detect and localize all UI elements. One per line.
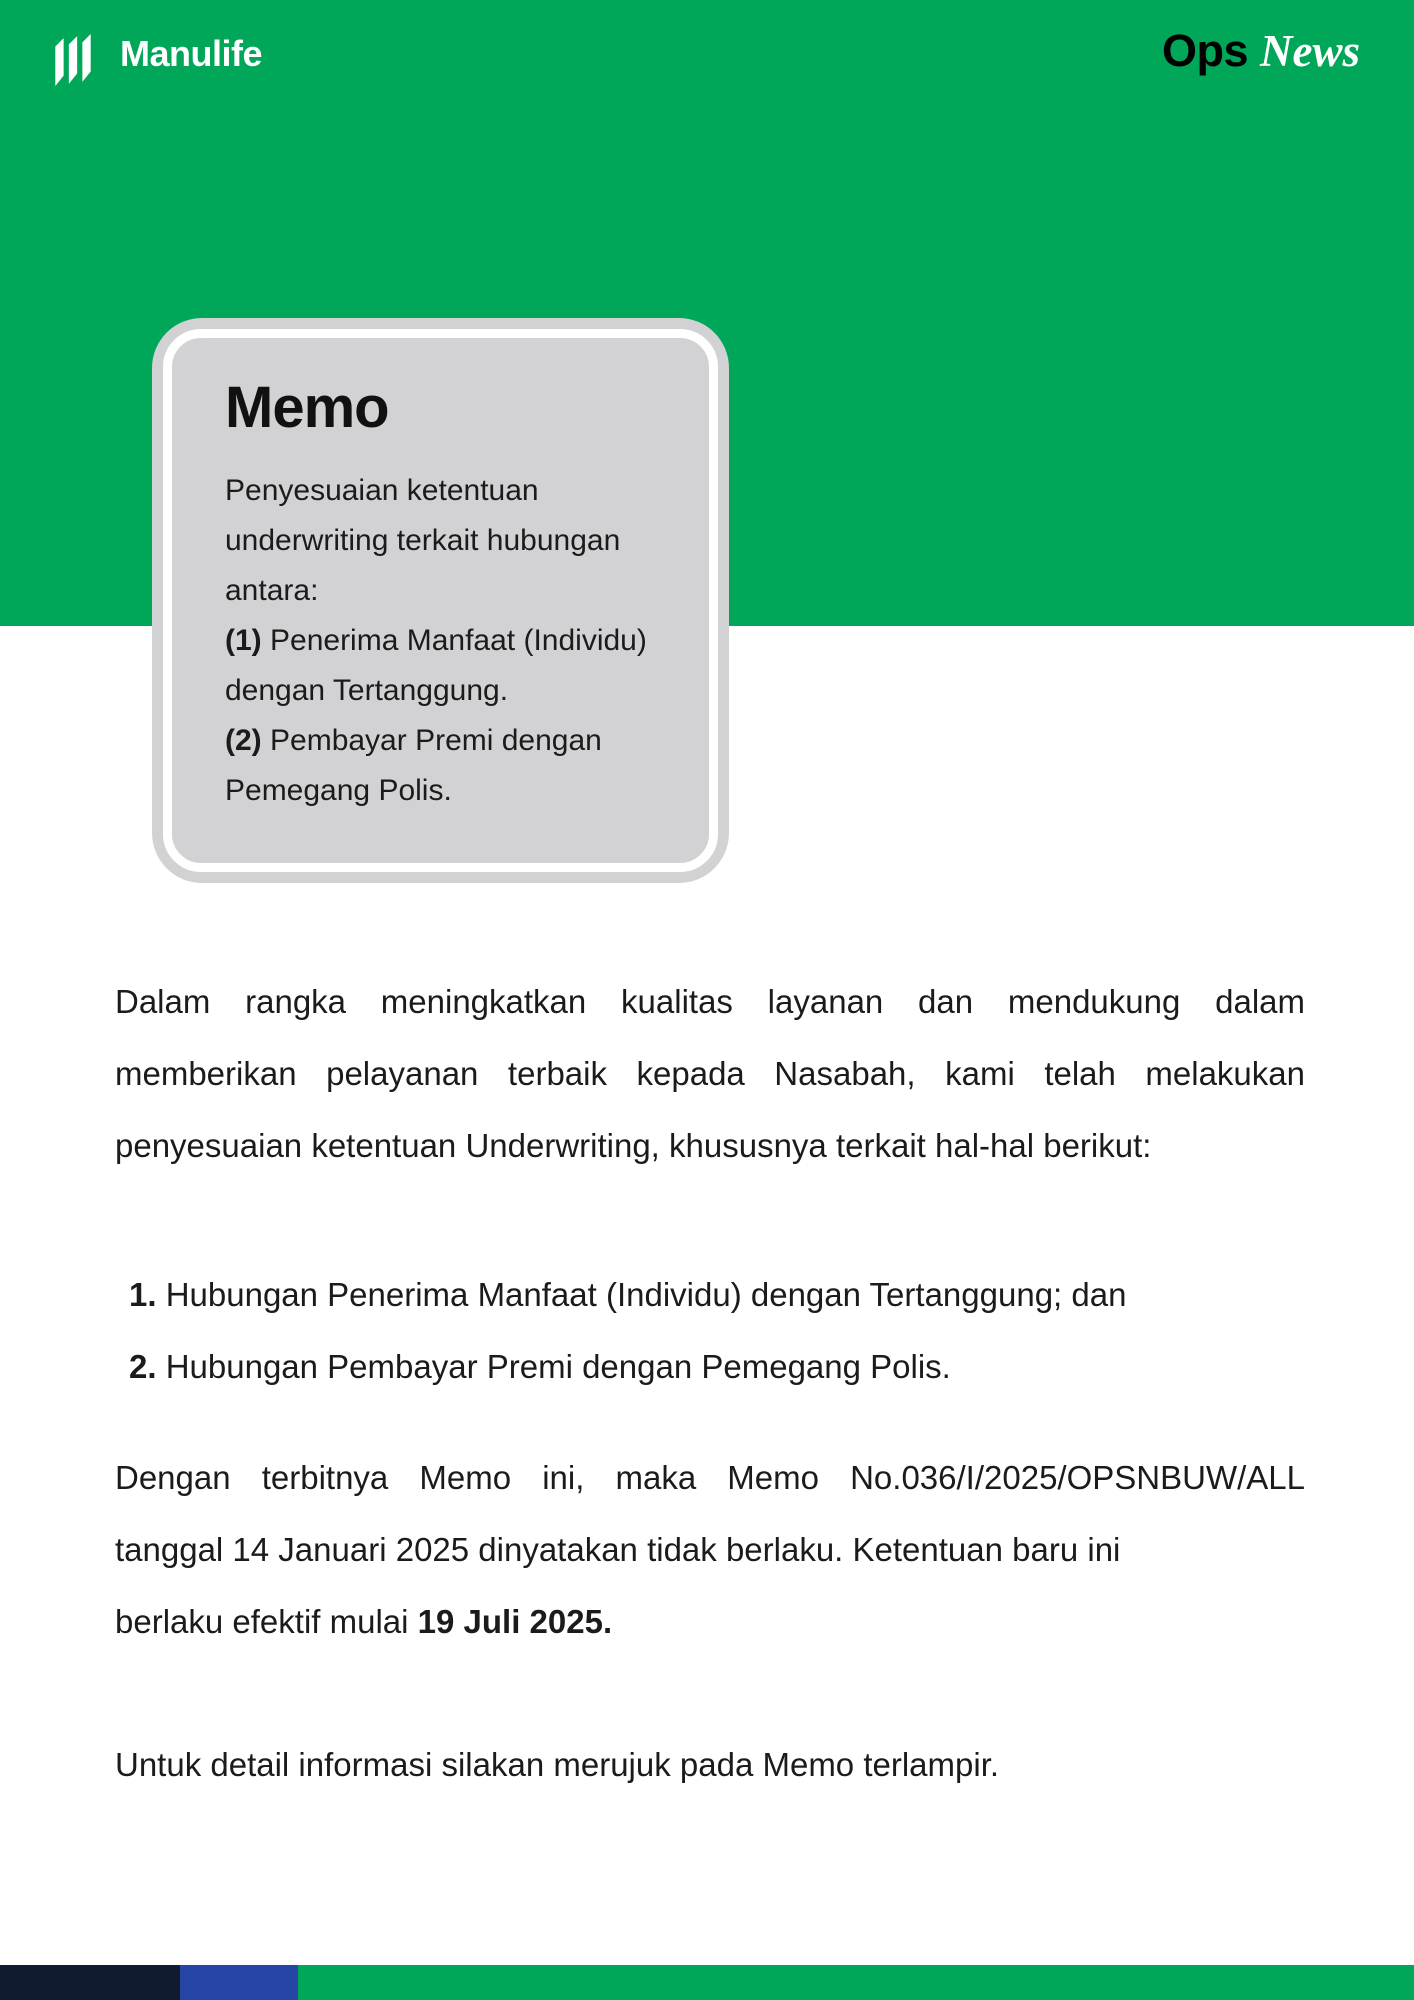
body-paragraph-2 bbox=[115, 1442, 1305, 1658]
para2-line3 bbox=[115, 1586, 1305, 1658]
memo-card-content bbox=[225, 376, 649, 816]
footer-segment-green bbox=[298, 1965, 1414, 2000]
para2-line1: Dengan terbitnya Memo ini, maka Memo No.036/I/2025/OPSNBUW/ALL bbox=[115, 1459, 1305, 1496]
memo-item1-text: Penerima Manfaat (Individu) dengan Tertanggung. bbox=[225, 623, 647, 707]
footer-segment-navy bbox=[0, 1965, 180, 2000]
memo-summary-intro: Penyesuaian ketentuan underwriting terkait hubungan antara: bbox=[225, 473, 621, 607]
masthead-title bbox=[1162, 26, 1360, 77]
footer-bar bbox=[0, 1965, 1414, 2000]
para2-line3-text: berlaku efektif mulai bbox=[115, 1603, 418, 1640]
para2-line2: tanggal 14 Januari 2025 dinyatakan tidak berlaku. Ketentuan baru ini bbox=[115, 1531, 1121, 1568]
memo-item1-number: (1) bbox=[225, 623, 262, 657]
memo-summary bbox=[225, 466, 649, 816]
para3-line1: Untuk detail informasi silakan merujuk pada Memo terlampir. bbox=[115, 1746, 1000, 1783]
manulife-logo bbox=[52, 34, 262, 86]
list-item-1-number: 1. bbox=[129, 1276, 157, 1313]
memo-item2-text: Pembayar Premi dengan Pemegang Polis. bbox=[225, 723, 602, 807]
news-label: News bbox=[1260, 26, 1360, 76]
numbered-list bbox=[115, 1259, 1319, 1403]
list-item-1 bbox=[129, 1259, 1319, 1331]
memo-card bbox=[152, 318, 729, 883]
manulife-wordmark: Manulife bbox=[120, 33, 263, 74]
ops-label: Ops bbox=[1161, 25, 1248, 76]
list-item-2-number: 2. bbox=[129, 1348, 157, 1385]
list-item-1-text: Hubungan Penerima Manfaat (Individu) dengan Tertanggung; dan bbox=[156, 1276, 1127, 1313]
manulife-blades-icon bbox=[52, 34, 94, 86]
list-item-2 bbox=[129, 1331, 1319, 1403]
footer-segment-blue bbox=[180, 1965, 298, 2000]
para1-line3: penyesuaian ketentuan Underwriting, khususnya terkait hal-hal berikut: bbox=[115, 1127, 1152, 1164]
effective-date: 19 Juli 2025. bbox=[417, 1603, 613, 1640]
body-paragraph-3 bbox=[115, 1729, 1305, 1801]
para1-line2: memberikan pelayanan terbaik kepada Nasabah, kami telah melakukan bbox=[115, 1055, 1305, 1092]
memo-item2-number: (2) bbox=[225, 723, 262, 757]
memo-title: Memo bbox=[225, 375, 389, 440]
list-item-2-text: Hubungan Pembayar Premi dengan Pemegang Polis. bbox=[156, 1348, 951, 1385]
body-paragraph-1 bbox=[115, 966, 1305, 1182]
para1-line1: Dalam rangka meningkatkan kualitas layanan dan mendukung dalam bbox=[115, 983, 1305, 1020]
